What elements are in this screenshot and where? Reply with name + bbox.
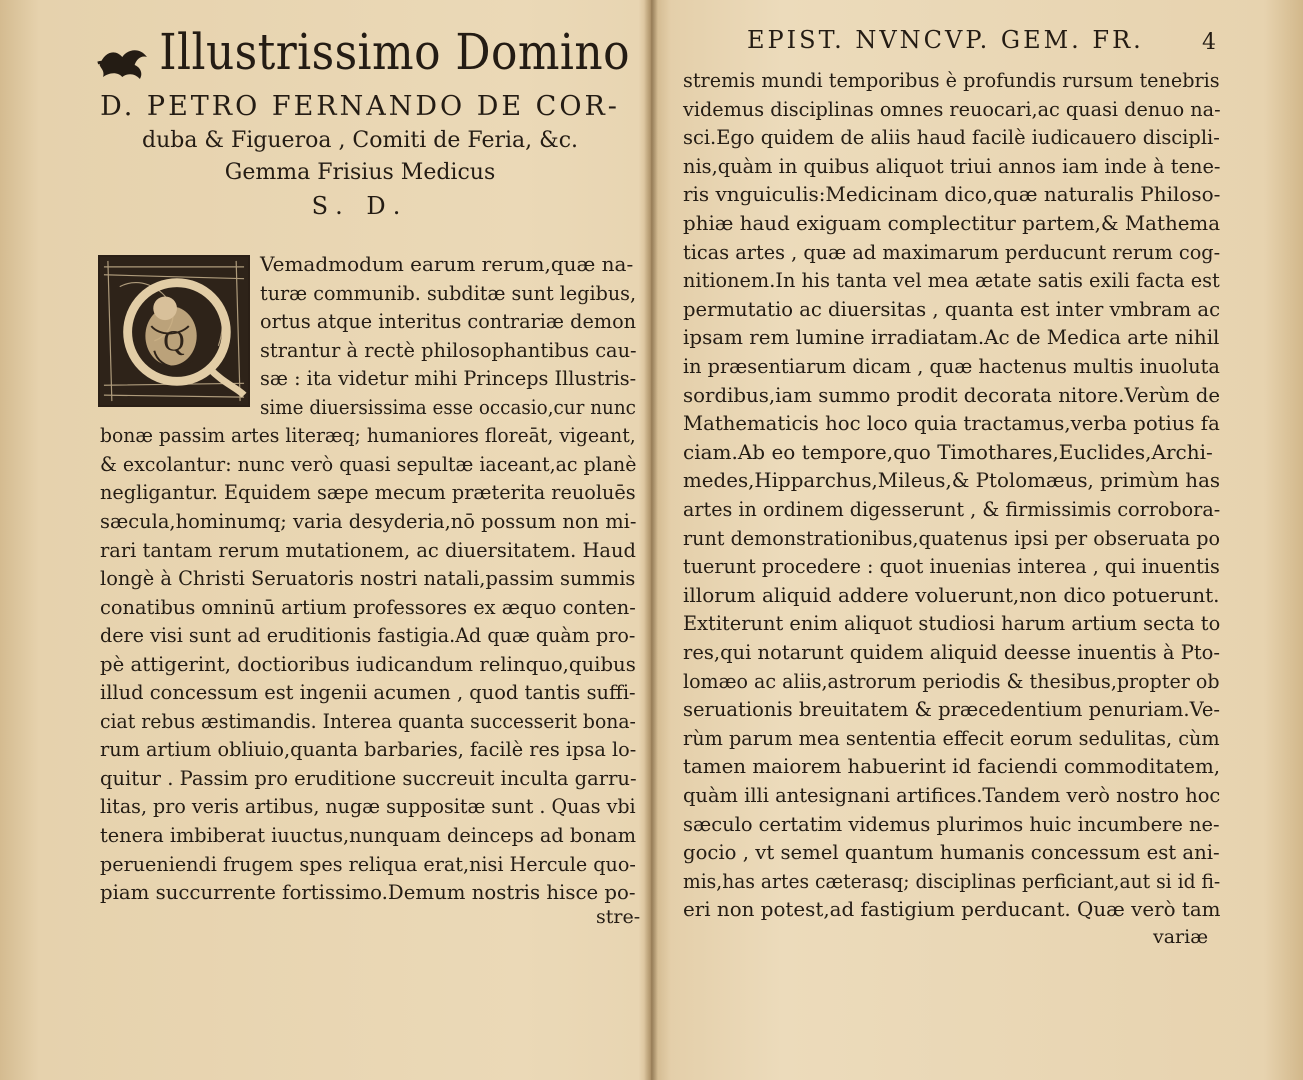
body-line: sæ : ita videtur mihi Princeps Illustris- bbox=[260, 366, 637, 391]
body-line: sæculo certatim videmus plurimos huic incumbere ne- bbox=[683, 811, 1220, 836]
body-line: permutatio ac diuersitas , quanta est inter vmbram ac bbox=[683, 296, 1221, 321]
body-line: lomæo ac aliis,astrorum periodis & thesibus,propter ob bbox=[683, 668, 1220, 693]
body-line: tamen maiorem habuerint id faciendi commoditatem, bbox=[683, 754, 1221, 779]
body-line: mis,has artes cæterasq; disciplinas perficiant,aut si id fi- bbox=[683, 868, 1221, 893]
page-title bbox=[96, 22, 630, 82]
body-line: turæ communib. subditæ sunt legibus, bbox=[260, 280, 637, 305]
body-line: videmus disciplinas omnes reuocari,ac quasi denuo na- bbox=[683, 96, 1221, 121]
body-line: nis,quàm in quibus aliquot triui annos iam inde à tene- bbox=[683, 153, 1221, 178]
body-line: rum artium obliuio,quanta barbaries, facilè res ipsa lo- bbox=[100, 737, 637, 762]
body-line: eri non potest,ad fastigium perducant. Quæ verò tam bbox=[683, 897, 1221, 922]
body-line: rari tantam rerum mutationem, ac diuersitatem. Haud bbox=[100, 537, 636, 562]
body-line: ris vnguiculis:Medicinam dico,quæ naturalis Philoso- bbox=[683, 182, 1221, 207]
address-line-3: Gemma Frisius Medicus bbox=[224, 160, 496, 185]
body-line: tenera imbiberat iuuctus,nunquam deinceps ad bonam bbox=[100, 823, 637, 847]
body-line: ciat rebus æstimandis. Interea quanta successerit bona- bbox=[100, 708, 636, 733]
body-line: medes,Hipparchus,Mileus,& Ptolomæus, primùm has bbox=[683, 468, 1221, 493]
hedera-leaf-fleuron-icon bbox=[96, 36, 150, 76]
body-line: perueniendi frugem spes reliqua erat,nisi Hercule quo- bbox=[100, 851, 636, 876]
address-line-2: duba & Figueroa , Comiti de Feria, &c. bbox=[141, 128, 579, 153]
right-page bbox=[655, 0, 1303, 1080]
body-line: nitionem.In his tanta vel mea ætate satis exili facta est bbox=[683, 268, 1220, 293]
body-line: stremis mundi temporibus è profundis rursum tenebris bbox=[683, 68, 1220, 92]
body-line: quitur . Passim pro eruditione succreuit inculta garru- bbox=[100, 765, 637, 790]
body-line: Mathematicis hoc loco quia tractamus,verba potius fa bbox=[683, 411, 1220, 436]
body-line: illorum aliquid addere voluerunt,non dico potuerunt. bbox=[683, 582, 1220, 607]
decorated-initial bbox=[98, 255, 250, 407]
body-line: runt demonstrationibus,quatenus ipsi per obseruata po bbox=[683, 525, 1221, 550]
body-line: illud concessum est ingenii acumen , quod tantis suffi- bbox=[100, 680, 636, 705]
body-line: dere visi sunt ad eruditionis fastigia.Ad quæ quàm pro- bbox=[100, 623, 636, 648]
body-line: sordibus,iam summo prodit decorata nitore.Verùm de bbox=[683, 382, 1221, 407]
body-line: in præsentiarum dicam , quæ hactenus multis inuoluta bbox=[683, 354, 1220, 378]
body-line: ciam.Ab eo tempore,quo Timothares,Euclides,Archi- bbox=[683, 439, 1213, 464]
body-line: gocio , vt semel quantum humanis concessum est ani- bbox=[683, 840, 1220, 865]
body-line: tuerunt procedere : quot inuenias interea , qui inuentis bbox=[683, 554, 1220, 579]
body-line: seruationis breuitatem & præcedentium penuriam.Ve- bbox=[683, 697, 1221, 722]
body-line: Extiterunt enim aliquot studiosi harum artium secta to bbox=[683, 611, 1221, 636]
folio-number: 4 bbox=[1202, 30, 1216, 55]
body-line: artes in ordinem digesserunt , & firmissimis corrobora- bbox=[683, 497, 1221, 521]
body-line: sci.Ego quidem de aliis haud facilè iudicauero discipli- bbox=[683, 125, 1220, 150]
catchword-right: variæ bbox=[1153, 926, 1209, 948]
body-line: bonæ passim artes literæq; humaniores floreāt, vigeant, bbox=[100, 423, 636, 448]
body-line: sime diuersissima esse occasio,cur nunc bbox=[260, 394, 636, 419]
running-head: EPIST. NVNCVP. GEM. FR. bbox=[747, 26, 1144, 54]
body-line: sæcula,hominumq; varia desyderia,nō possum non mi- bbox=[100, 508, 637, 533]
body-line: litas, pro veris artibus, nugæ suppositæ sunt . Quas vbi bbox=[100, 794, 636, 819]
body-line: res,qui notarunt quidem aliquid deesse inuentis à Pto- bbox=[683, 640, 1220, 664]
body-line: & excolantur: nunc verò quasi sepultæ iaceant,ac planè bbox=[100, 451, 637, 476]
address-line-1: D. PETRO FERNANDO DE COR- bbox=[100, 91, 620, 122]
body-line: strantur à rectè philosophantibus cau- bbox=[260, 337, 637, 362]
body-line: rùm parum mea sententia effecit eorum sedulitas, cùm bbox=[683, 725, 1220, 750]
body-line: Vemadmodum earum rerum,quæ na- bbox=[260, 252, 634, 276]
body-line: longè à Christi Seruatoris nostri natali,passim summis bbox=[100, 566, 636, 591]
body-line: pè attigerint, doctioribus iudicandum relinquo,quibus bbox=[100, 651, 636, 676]
body-line: phiæ haud exiguam complectitur partem,& Mathema bbox=[683, 211, 1221, 235]
catchword-left: stre- bbox=[596, 906, 641, 928]
body-line: ortus atque interitus contrariæ demon bbox=[260, 309, 637, 334]
body-line: negligantur. Equidem sæpe mecum præterita reuoluēs bbox=[100, 480, 636, 505]
body-line: ticas artes , quæ ad maximarum perducunt rerum cog- bbox=[683, 239, 1221, 264]
title-text: Illustrissimo Domino bbox=[159, 23, 631, 81]
body-line: piam succurrente fortissimo.Demum nostris hisce po- bbox=[100, 880, 636, 905]
body-line: ipsam rem lumine irradiatam.Ac de Medica arte nihil bbox=[683, 325, 1220, 350]
left-page bbox=[0, 0, 650, 1080]
body-line: quàm illi antesignani artifices.Tandem verò nostro hoc bbox=[683, 783, 1221, 807]
body-line: conatibus omninū artium professores ex æquo conten- bbox=[100, 594, 636, 619]
address-line-4: S. D. bbox=[311, 192, 409, 220]
initial-letter: Q bbox=[163, 325, 185, 358]
